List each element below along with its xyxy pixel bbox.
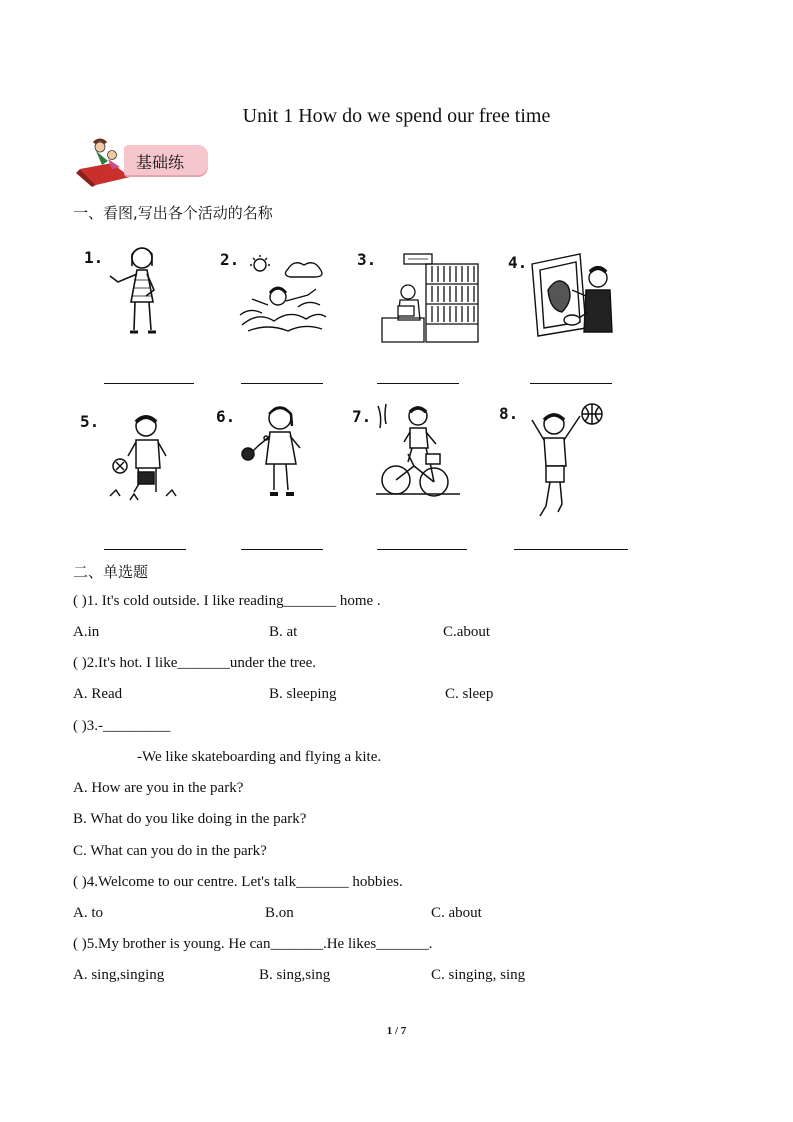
answer-blank[interactable] bbox=[377, 383, 459, 384]
q2-option-a[interactable]: A. Read bbox=[73, 686, 123, 702]
question-1: ( )1. It's cold outside. I like reading_______ home . bbox=[73, 593, 381, 609]
q5-option-a[interactable]: A. sing,singing bbox=[73, 967, 165, 983]
q4-option-a[interactable]: A. to bbox=[73, 905, 103, 921]
q5-option-b[interactable]: B. sing,sing bbox=[259, 967, 331, 983]
child-swimming-icon bbox=[238, 255, 328, 337]
boy-basketball-icon bbox=[522, 400, 612, 524]
q3-option-c[interactable]: C. What can you do in the park? bbox=[73, 843, 267, 859]
question-2: ( )2.It's hot. I like_______under the tree. bbox=[73, 655, 317, 671]
item-number: 8. bbox=[499, 404, 519, 423]
question-3: ( )3.-_________ bbox=[73, 718, 171, 734]
section1-heading: 一、看图,写出各个活动的名称 bbox=[73, 204, 273, 222]
answer-blank[interactable] bbox=[514, 549, 628, 550]
item-number: 2. bbox=[220, 250, 240, 269]
answer-blank[interactable] bbox=[104, 383, 194, 384]
q1-option-a[interactable]: A.in bbox=[73, 624, 100, 640]
q4-option-c[interactable]: C. about bbox=[431, 905, 482, 921]
boy-riding-bike-icon bbox=[372, 402, 464, 498]
answer-blank[interactable] bbox=[241, 383, 323, 384]
girl-standing-pointing-icon bbox=[104, 240, 174, 350]
item-number: 1. bbox=[84, 248, 104, 267]
badge-label: 基础练 bbox=[136, 153, 185, 172]
page-title: Unit 1 How do we spend our free time bbox=[242, 105, 551, 127]
q3-option-a[interactable]: A. How are you in the park? bbox=[73, 780, 244, 796]
item-number: 4. bbox=[508, 253, 528, 272]
item-number: 5. bbox=[80, 412, 100, 431]
girl-ping-pong-icon bbox=[240, 402, 315, 510]
q5-option-c[interactable]: C. singing, sing bbox=[431, 967, 526, 983]
question-5: ( )5.My brother is young. He can_______.He likes_______. bbox=[73, 936, 433, 952]
answer-blank[interactable] bbox=[530, 383, 612, 384]
section-badge bbox=[72, 133, 212, 191]
item-number: 3. bbox=[357, 250, 377, 269]
boy-painting-icon bbox=[528, 250, 616, 340]
q2-option-b[interactable]: B. sleeping bbox=[269, 686, 337, 702]
q3-option-b[interactable]: B. What do you like doing in the park? bbox=[73, 811, 307, 827]
page-number: 1 / 7 bbox=[386, 1025, 407, 1037]
item-number: 6. bbox=[216, 407, 236, 426]
boy-reading-bookshelf-icon bbox=[380, 252, 480, 344]
question-3-reply: -We like skateboarding and flying a kite. bbox=[137, 749, 382, 765]
q1-option-c[interactable]: C.about bbox=[443, 624, 491, 640]
boy-kicking-football-icon bbox=[106, 412, 186, 507]
section2-heading: 二、单选题 bbox=[73, 563, 149, 581]
question-4: ( )4.Welcome to our centre. Let's talk_______ hobbies. bbox=[73, 874, 403, 890]
q2-option-c[interactable]: C. sleep bbox=[445, 686, 494, 702]
answer-blank[interactable] bbox=[377, 549, 467, 550]
q4-option-b[interactable]: B.on bbox=[265, 905, 294, 921]
answer-blank[interactable] bbox=[104, 549, 186, 550]
item-number: 7. bbox=[352, 407, 372, 426]
answer-blank[interactable] bbox=[241, 549, 323, 550]
q1-option-b[interactable]: B. at bbox=[269, 624, 298, 640]
